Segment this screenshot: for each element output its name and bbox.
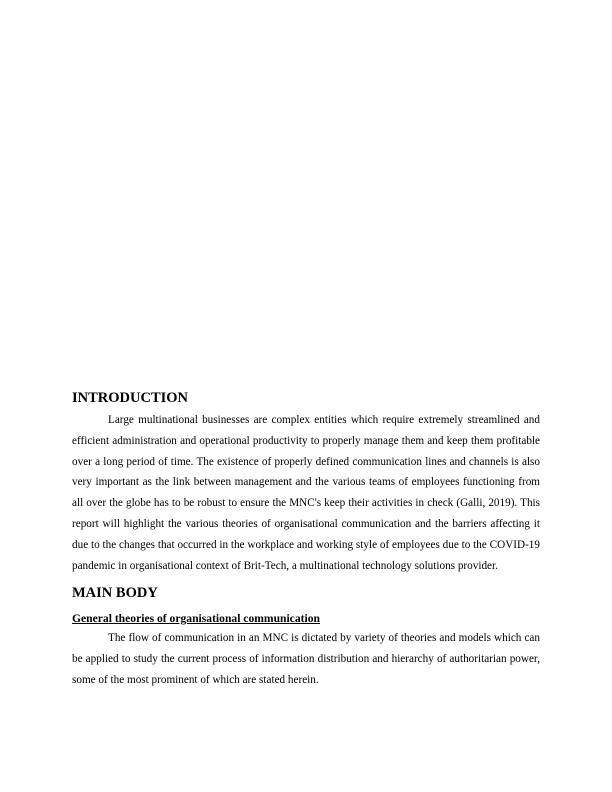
introduction-paragraph: Large multinational businesses are complex entities which require extremely streamlined and efficient administration and operational productivity to properly manage them and keep them profitable over a long period of time. The existence of properly defined communication lines and channels is also very important as the link between management and the various teams of employees functioning from all over the globe has to be robust to ensure the MNC's keep their activities in check (Galli, 2019). This report will highlight the various theories of organisational communication and the barriers affecting it due to the changes that occurred in the workplace and working style of employees due to the COVID-19 pandemic in organisational context of Brit-Tech, a multinational technology solutions provider. — [72, 414, 540, 572]
introduction-heading: INTRODUCTION — [72, 390, 189, 406]
page-content — [72, 389, 540, 691]
theories-subheading: General theories of organisational communication — [72, 612, 320, 626]
main-body-heading: MAIN BODY — [72, 585, 158, 602]
main-body-paragraph: The flow of communication in an MNC is dictated by variety of theories and models which can be applied to study the current process of information distribution and hierarchy of authoritarian power, some of the most prominent of which are stated herein. — [72, 632, 540, 686]
